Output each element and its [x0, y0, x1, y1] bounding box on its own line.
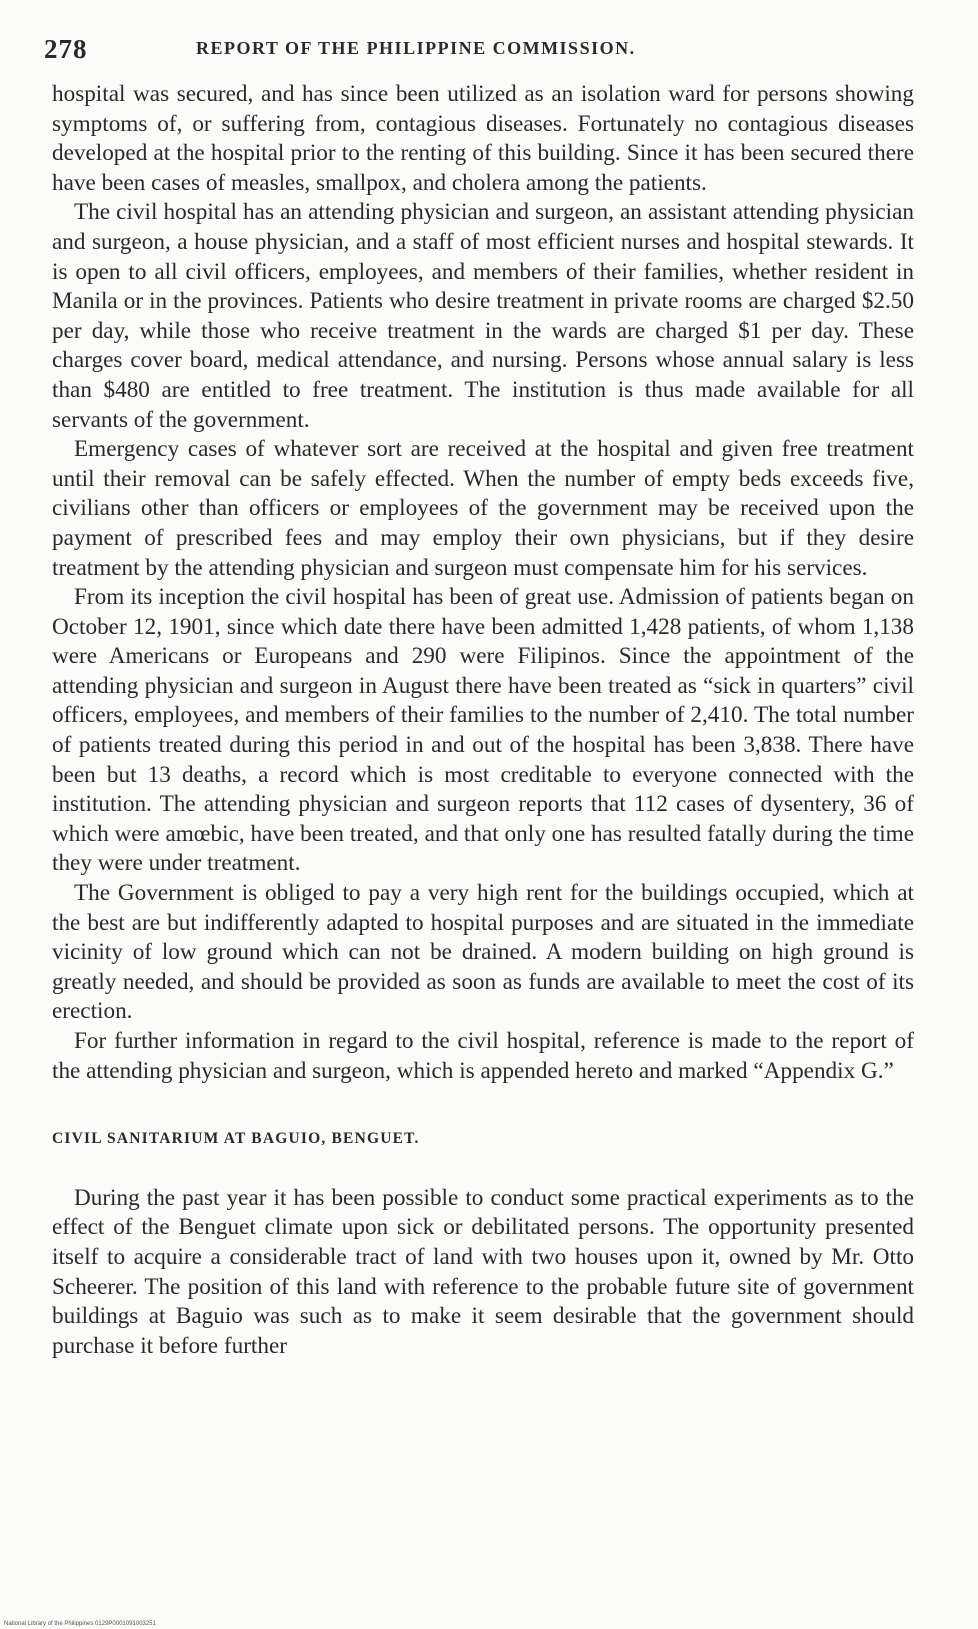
paragraph: hospital was secured, and has since been utilized as an isolation ward for persons showing symptoms of, or suffering from, contagious diseases. Fortunately no contagious diseases developed at the hospital prior to the renting of this building. Since it has been secured there have been cases of measles, smallpox, and cholera among the patients. — [52, 81, 914, 196]
page-header — [44, 30, 924, 70]
section-heading: CIVIL SANITARIUM AT BAGUIO, BENGUET. — [52, 1130, 420, 1148]
paragraph: From its inception the civil hospital has been of great use. Admission of patients began on October 12, 1901, since which date there have been admitted 1,428 patients, of whom 1,138 were Americans or Europeans and 290 were Filipinos. Since the appointment of the attending physician and surgeon in August there have been treated as “sick in quarters” civil officers, employees, and members of their families to the number of 2,410. The total number of patients treated during this period in and out of the hospital has been 3,838. There have been but 13 deaths, a record which is most creditable to everyone connected with the institution. The attending physician and surgeon reports that 112 cases of dysentery, 36 of which were amœbic, have been treated, and that only one has resulted fatally during the time they were under treatment. — [52, 584, 914, 877]
paragraph: The Government is obliged to pay a very high rent for the buildings occupied, which at the best are but indifferently adapted to hospital purposes and are situated in the immediate vicinity of low ground which can not be drained. A modern building on high ground is greatly needed, and should be provided as soon as funds are available to meet the cost of its erection. — [52, 880, 914, 1025]
paragraph: The civil hospital has an attending physician and surgeon, an assistant attending physician and surgeon, a house physician, and a staff of most efficient nurses and hospital stewards. It is open to all civil officers, employees, and members of their families, whether resident in Manila or in the provinces. Patients who desire treatment in private rooms are charged $2.50 per day, while those who receive treatment in the wards are charged $1 per day. These charges cover board, medical attendance, and nursing. Persons whose annual salary is less than $480 are entitled to free treatment. The institution is thus made available for all servants of the government. — [52, 199, 914, 433]
paragraph: Emergency cases of whatever sort are received at the hospital and given free treatment until their removal can be safely effected. When the number of empty beds exceeds five, civilians other than officers or employees of the government may be received upon the payment of prescribed fees and may employ their own physicians, but if they desire treatment by the attending physician and surgeon must compensate him for his services. — [52, 436, 914, 581]
scan-credit: National Library of the Philippines 0129P0001091003251 — [4, 1621, 156, 1627]
paragraph: For further information in regard to the civil hospital, reference is made to the report of the attending physician and surgeon, which is appended hereto and marked “Appendix G.” — [52, 1028, 914, 1084]
body-text — [52, 80, 914, 1361]
paragraph: During the past year it has been possible to conduct some practical experiments as to the effect of the Benguet climate upon sick or debilitated persons. The opportunity presented itself to acquire a considerable tract of land with two houses upon it, owned by Mr. Otto Scheerer. The position of this land with reference to the probable future site of government buildings at Baguio was such as to make it seem desirable that the government should purchase it before further — [52, 1184, 914, 1359]
running-title: REPORT OF THE PHILIPPINE COMMISSION. — [196, 38, 636, 58]
page-number: 278 — [44, 34, 88, 64]
